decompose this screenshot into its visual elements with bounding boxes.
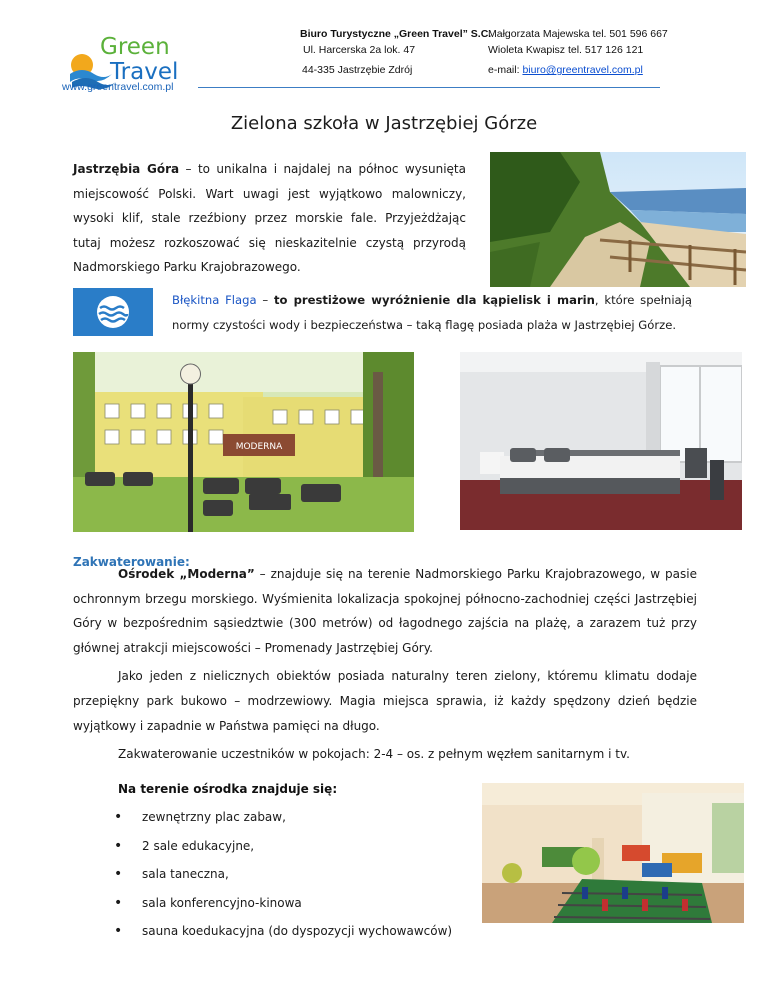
beach-cliff-photo <box>490 152 746 287</box>
list-item: • 2 sale edukacyjne, <box>110 839 452 868</box>
facilities-heading: Na terenie ośrodka znajduje się: <box>118 782 338 796</box>
header-divider <box>198 87 660 88</box>
email-line <box>488 64 643 76</box>
logo-travel-text: Travel <box>110 59 179 85</box>
playroom-photo <box>482 783 744 923</box>
facilities-list <box>110 810 452 953</box>
accommodation-section <box>73 562 697 767</box>
blue-flag-text: , które spełniają normy czystości wody i bezpieczeństwa – taką flagę posiada plaża w Jastrzębiej Górze. <box>172 293 692 332</box>
address-line-2: 44-335 Jastrzębie Zdrój <box>302 64 413 76</box>
list-item: • zewnętrzny plac zabaw, <box>110 810 452 839</box>
page-title: Zielona szkoła w Jastrzębiej Górze <box>230 113 538 134</box>
logo-url[interactable]: www.greentravel.com.pl <box>62 81 174 93</box>
contact-line-2: Wioleta Kwapisz tel. 517 126 121 <box>488 44 644 56</box>
hotel-moderna-photo <box>73 352 414 532</box>
email-label: e-mail: <box>488 64 523 76</box>
hotel-room-photo <box>460 352 742 530</box>
accommodation-p1-bold: Ośrodek „Moderna” <box>118 567 255 581</box>
email-link[interactable]: biuro@greentravel.com.pl <box>522 64 643 76</box>
intro-bold: Jastrzębia Góra <box>73 162 180 176</box>
blue-flag-name: Błękitna Flaga <box>172 293 257 307</box>
accommodation-heading: Zakwaterowanie: <box>73 555 190 569</box>
intro-paragraph <box>73 157 466 280</box>
list-item: • sala taneczna, <box>110 867 452 896</box>
blue-flag-paragraph <box>172 288 692 337</box>
address-line-1: Ul. Harcerska 2a lok. 47 <box>303 44 416 56</box>
blue-flag-image <box>73 288 153 336</box>
company-name: Biuro Turystyczne „Green Travel” S.C. <box>300 28 492 40</box>
list-item: • sauna koedukacyjna (do dyspozycji wychowawców) <box>110 924 452 953</box>
blue-flag-bold: to prestiżowe wyróżnienie dla kąpielisk i marin <box>273 293 595 307</box>
list-item: • sala konferencyjno-kinowa <box>110 896 452 925</box>
accommodation-p1 <box>73 562 697 660</box>
hotel-sign-text: MODERNA <box>235 442 283 452</box>
logo-green-text: Green <box>100 34 170 60</box>
contact-line-1: Małgorzata Majewska tel. 501 596 667 <box>488 28 668 40</box>
accommodation-p1-text: – znajduje się na terenie Nadmorskiego Parku Krajobrazowego, w pasie ochronnym brzegu morskiego. Wyśmienita lokalizacja spokojnej północno-zachodniej części Jastrzębiej Góry w bezpośrednim sąsiedztwie (300 metrów) od łagodnego zajścia na plażę, a zarazem tuż przy głównej atrakcji miejscowości – Promenady Jastrzębiej Góry. <box>73 567 697 655</box>
intro-text: – to unikalna i najdalej na północ wysunięta miejscowość Polski. Wart uwagi jest wyjątkowo malowniczy, wysoki klif, stale rzeźbiony przez morskie fale. Przyjeżdżając tutaj możesz rozkoszować się nieskazitelnie czystą przyrodą Nadmorskiego Parku Krajobrazowego. <box>73 162 466 275</box>
accommodation-p2: Jako jeden z nielicznych obiektów posiada naturalny teren zielony, któremu klimatu dodaje przepiękny park bukowo – modrzewiowy. Magia miejsca sprawia, iż każdy spędzony dzień będzie wyjątkowy i zapadnie w Państwa pamięci na długo. <box>73 669 697 733</box>
blue-flag-dash: – <box>256 293 274 307</box>
accommodation-p3: Zakwaterowanie uczestników w pokojach: 2-4 – os. z pełnym węzłem sanitarnym i tv. <box>118 747 630 762</box>
